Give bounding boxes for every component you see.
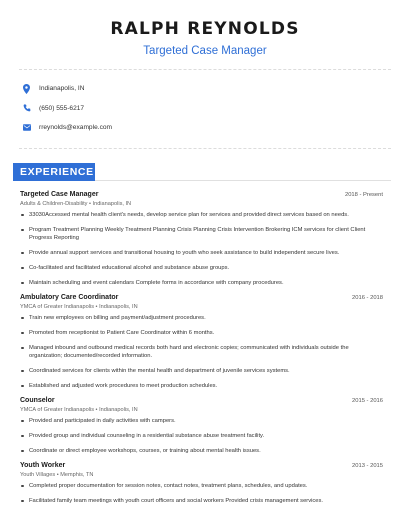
job-bullet: Train new employees on billing and payment/adjustment procedures. <box>20 314 383 322</box>
location-pin-icon <box>22 84 31 94</box>
job-bullet: Co-facilitated and facilitated educational alcohol and substance abuse groups. <box>20 264 383 272</box>
experience-heading: EXPERIENCE <box>13 163 95 181</box>
contact-location <box>22 79 410 99</box>
email-icon <box>22 123 31 133</box>
contact-divider <box>19 148 391 149</box>
job-bullet: Established and adjusted work procedures to meet production schedules. <box>20 382 383 390</box>
job-dates: 2013 - 2015 <box>352 462 383 469</box>
job-bullet: 33030Accessed mental health client's needs, develop service plan for services and provided direct services based on needs. <box>20 211 383 219</box>
job-bullet: Completed proper documentation for session notes, contact notes, treatment plans, schedules, and updates. <box>20 482 383 490</box>
job-bullet: Provide annual support services and transitional housing to youth who seek assistance to build independent secure lives. <box>20 249 383 257</box>
job-entry <box>20 191 383 287</box>
job-bullet: Maintain scheduling and event calendars Complete forms in accordance with company procedures. <box>20 279 383 287</box>
contact-email <box>22 118 410 138</box>
job-title: Counselor <box>20 396 55 404</box>
job-organization: Adults & Children-Disability • Indianapolis, IN <box>20 200 132 207</box>
candidate-role: Targeted Case Manager <box>143 45 267 57</box>
job-entry <box>20 462 383 505</box>
job-entry <box>20 294 383 390</box>
job-bullet: Provided and participated in daily activities with campers. <box>20 417 383 425</box>
section-rule <box>95 180 391 181</box>
job-bullets <box>20 211 383 287</box>
job-bullet: Coordinate or direct employee workshops, courses, or training about mental health issues. <box>20 447 383 455</box>
job-organization: YMCA of Greater Indianapolis • Indianapolis, IN <box>20 303 138 310</box>
job-organization: Youth Villages • Memphis, TN <box>20 471 94 478</box>
experience-list <box>0 181 410 505</box>
job-bullet: Promoted from receptionist to Patient Care Coordinator within 6 months. <box>20 329 383 337</box>
job-title: Targeted Case Manager <box>20 190 99 198</box>
job-title: Ambulatory Care Coordinator <box>20 293 119 301</box>
phone-icon <box>22 103 31 113</box>
experience-section-header <box>0 163 410 181</box>
contact-list <box>0 70 410 148</box>
contact-email-text: rreynolds@example.com <box>39 124 113 132</box>
contact-location-text: Indianapolis, IN <box>39 85 85 93</box>
job-bullet: Managed inbound and outbound medical records both hard and electronic copies; communicated with individuals outside the organization; documented/recorded information. <box>20 344 383 360</box>
job-bullet: Facilitated family team meetings with youth court officers and social workers Provided crisis management services. <box>20 497 383 505</box>
contact-phone <box>22 99 410 119</box>
contact-phone-text: (650) 555-6217 <box>39 104 85 112</box>
candidate-name: RALPH REYNOLDS <box>110 19 300 39</box>
job-bullets <box>20 314 383 390</box>
job-dates: 2015 - 2016 <box>352 397 383 404</box>
job-dates: 2016 - 2018 <box>352 294 383 301</box>
job-entry <box>20 397 383 455</box>
job-title: Youth Worker <box>20 461 66 469</box>
job-bullet: Program Treatment Planning Weekly Treatment Planning Crisis Planning Crisis Intervention Brokering ICM services for client Client Progress Reporting <box>20 226 383 242</box>
job-bullet: Coordinated services for clients within the mental health and department of juvenile services systems. <box>20 367 383 375</box>
resume-header <box>0 0 410 57</box>
job-organization: YMCA of Greater Indianapolis • Indianapolis, IN <box>20 406 138 413</box>
job-bullets <box>20 482 383 505</box>
job-bullets <box>20 417 383 455</box>
job-dates: 2018 - Present <box>344 191 383 198</box>
job-bullet: Provided group and individual counseling in a residential substance abuse treatment facility. <box>20 432 383 440</box>
